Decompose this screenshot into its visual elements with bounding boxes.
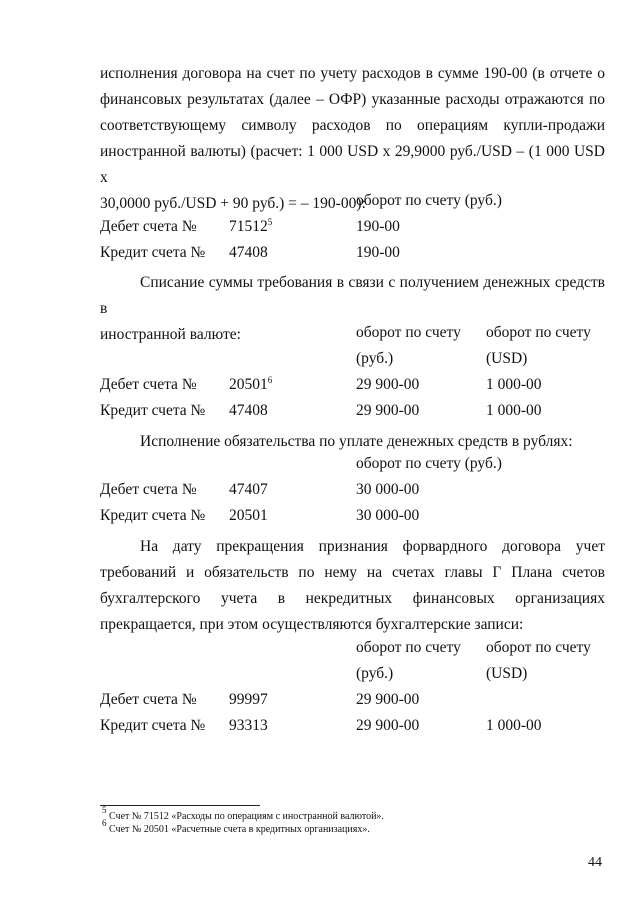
usd-turnover: 1 000-00 xyxy=(486,376,542,393)
table3-credit-row xyxy=(0,507,640,533)
footnote-divider xyxy=(100,805,260,806)
table2-usd-unit: (USD) xyxy=(486,350,528,367)
debit-label: Дебет счета № xyxy=(100,376,197,393)
table3-header-row xyxy=(0,455,640,481)
table4-header-row-2 xyxy=(0,665,640,691)
account-number: 47408 xyxy=(229,402,268,419)
table2-debit-row xyxy=(0,376,640,402)
footnote-5 xyxy=(102,805,384,823)
footnote-6 xyxy=(102,818,370,836)
account-number: 47407 xyxy=(229,481,268,498)
paragraph-line: прекращается, при этом осуществляются бухгалтерские записи: xyxy=(100,616,524,634)
paragraph-line: На дату прекращения признания форвардного договора учет xyxy=(140,538,605,555)
paragraph-line: иностранной валюте: xyxy=(100,326,241,344)
rub-turnover: 190-00 xyxy=(356,218,400,235)
table4-credit-row xyxy=(0,717,640,743)
account-number: 20501 xyxy=(229,507,268,524)
debit-label: Дебет счета № xyxy=(100,691,197,708)
table1-debit-row xyxy=(0,218,640,244)
rub-turnover: 29 900-00 xyxy=(356,717,420,734)
account-number: 71512$^5$ xyxy=(229,217,273,235)
footnote-mark: 5 xyxy=(102,805,107,815)
footnote-mark: 6 xyxy=(102,818,107,828)
usd-turnover: 1 000-00 xyxy=(486,717,542,734)
table4-rub-unit: (руб.) xyxy=(356,665,394,682)
rub-turnover: 30 000-00 xyxy=(356,481,420,498)
paragraph-4 xyxy=(100,534,605,638)
credit-label: Кредит счета № xyxy=(100,402,206,419)
footnote-ref: 5 xyxy=(267,217,273,227)
page-number: 44 xyxy=(588,855,602,870)
table2-header-row-2 xyxy=(0,350,640,376)
table1-header-row xyxy=(0,192,640,218)
paragraph-line: бухгалтерского учета в некредитных финансовых организациях xyxy=(100,590,605,608)
credit-label: Кредит счета № xyxy=(100,244,206,261)
table1-rub-header: оборот по счету (руб.) xyxy=(356,192,502,209)
rub-turnover: 190-00 xyxy=(356,244,400,261)
account-number: 20501$^6$ xyxy=(229,375,273,393)
credit-label: Кредит счета № xyxy=(100,717,206,734)
table4-usd-unit: (USD) xyxy=(486,665,528,682)
rub-turnover: 30 000-00 xyxy=(356,507,420,524)
footnote-text: Счет № 71512 «Расходы по операциям с иностранной валютой». xyxy=(106,811,384,822)
paragraph-line: 30,0000 руб./USD + 90 руб.) = – 190-00): xyxy=(100,195,366,213)
paragraph-line: требований и обязательств по нему на счетах главы Г Плана счетов xyxy=(100,564,605,582)
rub-turnover: 29 900-00 xyxy=(356,402,420,419)
account-number: 99997 xyxy=(229,691,268,708)
table4-usd-header: оборот по счету xyxy=(486,639,591,656)
table3-rub-header: оборот по счету (руб.) xyxy=(356,455,502,472)
table4-rub-header: оборот по счету xyxy=(356,639,461,656)
debit-label: Дебет счета № xyxy=(100,481,197,498)
table4-header-row xyxy=(0,639,640,665)
paragraph-3 xyxy=(100,429,605,455)
table4-debit-row xyxy=(0,691,640,717)
rub-turnover: 29 900-00 xyxy=(356,376,420,393)
paragraph-line: Списание суммы требования в связи с получением денежных средств в xyxy=(100,274,605,318)
footnote-ref: 6 xyxy=(267,375,273,385)
paragraph-line: Исполнение обязательства по уплате денежных средств в рублях: xyxy=(140,433,573,450)
account-number: 93313 xyxy=(229,717,268,734)
paragraph-line: иностранной валюты) (расчет: 1 000 USD x 29,9000 руб./USD – (1 000 USD x xyxy=(100,143,605,187)
table3-debit-row xyxy=(0,481,640,507)
paragraph-line: соответствующему символу расходов по операциям купли-продажи xyxy=(100,117,605,135)
footnote-text: Счет № 20501 «Расчетные счета в кредитных организациях». xyxy=(106,824,370,835)
rub-turnover: 29 900-00 xyxy=(356,691,420,708)
table2-rub-unit: (руб.) xyxy=(356,350,394,367)
credit-label: Кредит счета № xyxy=(100,507,206,524)
table2-header-row xyxy=(0,324,640,350)
paragraph-line: исполнения договора на счет по учету расходов в сумме 190-00 (в отчете о xyxy=(100,65,605,82)
table2-usd-header: оборот по счету xyxy=(486,324,591,341)
debit-label: Дебет счета № xyxy=(100,218,197,235)
paragraph-line: финансовых результатах (далее – ОФР) указанные расходы отражаются по xyxy=(100,91,605,109)
account-number: 47408 xyxy=(229,244,268,261)
usd-turnover: 1 000-00 xyxy=(486,402,542,419)
table1-credit-row xyxy=(0,244,640,270)
table2-credit-row xyxy=(0,402,640,428)
table2-rub-header: оборот по счету xyxy=(356,324,461,341)
